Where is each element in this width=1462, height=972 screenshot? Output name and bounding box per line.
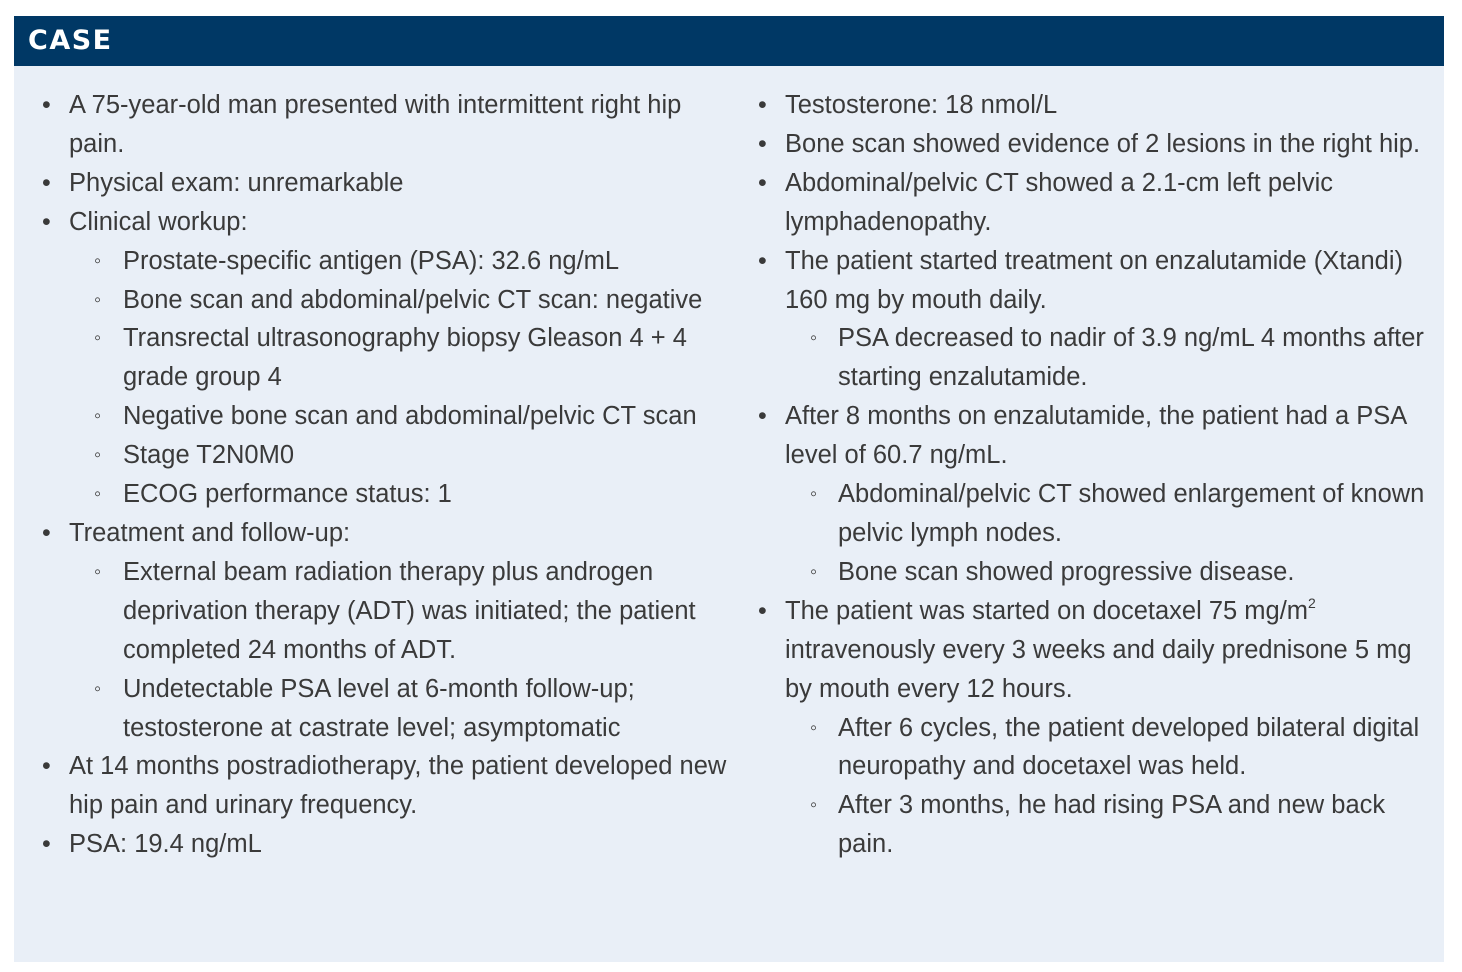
bullet-item: • PSA: 19.4 ng/mL — [42, 825, 732, 864]
bullet-item: • Treatment and follow-up: — [42, 514, 732, 553]
case-box — [14, 16, 1444, 962]
sub-bullet-item: ◦ ECOG performance status: 1 — [42, 475, 732, 514]
case-header — [14, 16, 1444, 66]
sub-bullet-item: ◦ Bone scan and abdominal/pelvic CT scan: negative — [42, 281, 732, 320]
sub-bullet-item: ◦ Prostate-specific antigen (PSA): 32.6 ng/mL — [42, 242, 732, 281]
right-bullet-list — [758, 86, 1438, 864]
sub-bullet-item: ◦ PSA decreased to nadir of 3.9 ng/mL 4 months after starting enzalutamide. — [758, 319, 1438, 397]
bullet-item: • The patient started treatment on enzalutamide (Xtandi) 160 mg by mouth daily. — [758, 242, 1438, 320]
sub-bullet-item: ◦ External beam radiation therapy plus androgen deprivation therapy (ADT) was initiated; the patient completed 24 months of ADT. — [42, 553, 732, 670]
sub-bullet-item: ◦ After 6 cycles, the patient developed bilateral digital neuropathy and docetaxel was held. — [758, 709, 1438, 787]
docetaxel-text-before: The patient was started on docetaxel 75 mg/m — [785, 596, 1309, 625]
right-column — [758, 86, 1438, 864]
sub-bullet-item: ◦ Bone scan showed progressive disease. — [758, 553, 1438, 592]
superscript-two: 2 — [1308, 594, 1316, 611]
docetaxel-text-after: intravenously every 3 weeks and daily prednisone 5 mg by mouth every 12 hours. — [785, 635, 1412, 703]
sub-bullet-item: ◦ Negative bone scan and abdominal/pelvic CT scan — [42, 397, 732, 436]
bullet-item: • Clinical workup: — [42, 203, 732, 242]
left-bullet-list — [42, 86, 732, 864]
sub-bullet-item: ◦ Undetectable PSA level at 6-month follow-up; testosterone at castrate level; asymptomatic — [42, 670, 732, 748]
bullet-item: • Bone scan showed evidence of 2 lesions in the right hip. — [758, 125, 1438, 164]
left-column — [42, 86, 732, 864]
bullet-item: • At 14 months postradiotherapy, the patient developed new hip pain and urinary frequency. — [42, 747, 732, 825]
bullet-item-docetaxel — [758, 592, 1438, 709]
sub-bullet-item: ◦ Transrectal ultrasonography biopsy Gleason 4 + 4 grade group 4 — [42, 319, 732, 397]
sub-bullet-item: ◦ After 3 months, he had rising PSA and new back pain. — [758, 786, 1438, 864]
bullet-item: • Abdominal/pelvic CT showed a 2.1-cm left pelvic lymphadenopathy. — [758, 164, 1438, 242]
sub-bullet-item: ◦ Stage T2N0M0 — [42, 436, 732, 475]
sub-bullet-item: ◦ Abdominal/pelvic CT showed enlargement of known pelvic lymph nodes. — [758, 475, 1438, 553]
case-title: CASE — [28, 25, 113, 56]
bullet-item: • A 75-year-old man presented with intermittent right hip pain. — [42, 86, 732, 164]
bullet-item: • After 8 months on enzalutamide, the patient had a PSA level of 60.7 ng/mL. — [758, 397, 1438, 475]
bullet-item: • Physical exam: unremarkable — [42, 164, 732, 203]
bullet-item: • Testosterone: 18 nmol/L — [758, 86, 1438, 125]
